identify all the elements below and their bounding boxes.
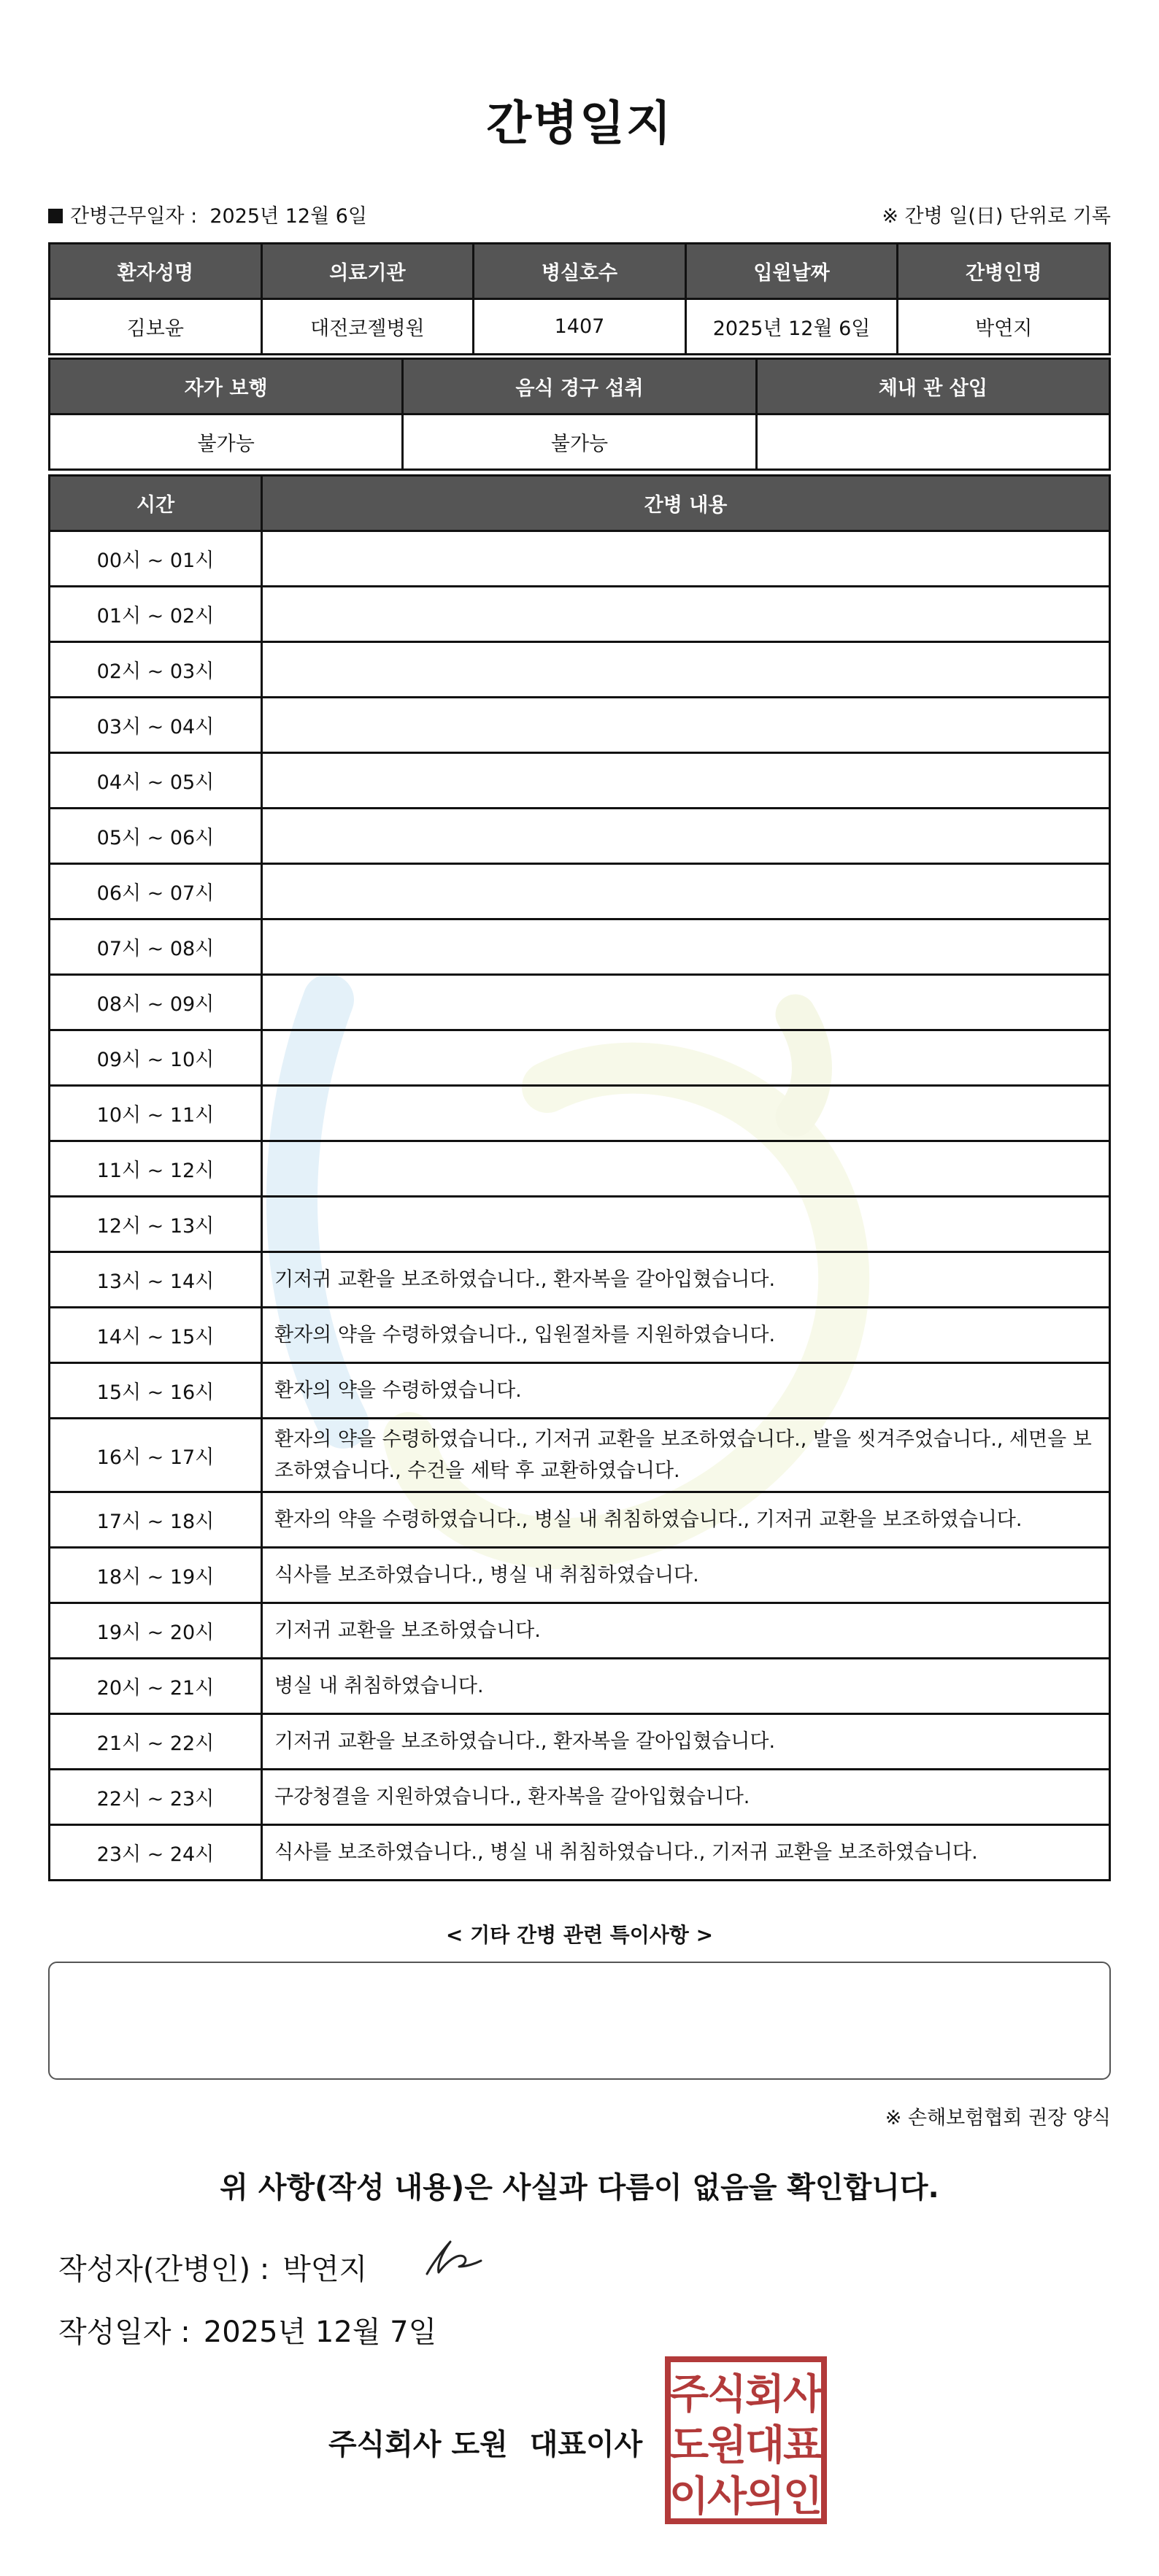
recommended-form-note: ※ 손해보험협회 권장 양식 (885, 2107, 1111, 2129)
log-note (262, 753, 1110, 809)
patient-info-table (48, 242, 1111, 355)
work-date (48, 200, 367, 228)
writer-label: 작성자(간병인) : (58, 2253, 270, 2286)
header-time: 시간 (50, 476, 262, 531)
log-note (262, 531, 1110, 587)
log-note: 환자의 약을 수령하였습니다., 병실 내 취침하였습니다., 기저귀 교환을 보조하였습니다. (262, 1492, 1110, 1548)
log-note: 식사를 보조하였습니다., 병실 내 취침하였습니다., 기저귀 교환을 보조하였습니다. (262, 1825, 1110, 1881)
log-time: 06시 ~ 07시 (50, 864, 262, 919)
header-caregiver: 간병인명 (898, 244, 1110, 299)
log-time: 00시 ~ 01시 (50, 531, 262, 587)
log-time: 14시 ~ 15시 (50, 1308, 262, 1363)
extra-notes-box (48, 1962, 1111, 2080)
log-row (50, 975, 1110, 1030)
log-time: 08시 ~ 09시 (50, 975, 262, 1030)
log-note (262, 1141, 1110, 1197)
seal-char: 원 (706, 2422, 747, 2469)
header-room: 병실호수 (474, 244, 686, 299)
log-time: 05시 ~ 06시 (50, 809, 262, 864)
care-log-table (48, 474, 1111, 1881)
company-seal-stamp (664, 2356, 828, 2525)
log-row (50, 1548, 1110, 1603)
seal-char: 표 (782, 2422, 823, 2469)
log-time: 07시 ~ 08시 (50, 919, 262, 975)
log-row (50, 864, 1110, 919)
writer-name: 박연지 (282, 2253, 368, 2286)
seal-char: 이 (669, 2473, 709, 2521)
log-row (50, 753, 1110, 809)
log-note: 환자의 약을 수령하였습니다. (262, 1363, 1110, 1419)
extra-notes-title: < 기타 간병 관련 특이사항 > (445, 1923, 714, 1947)
log-note (262, 1197, 1110, 1252)
log-row (50, 1308, 1110, 1363)
log-row (50, 1252, 1110, 1308)
seal-char: 인 (782, 2473, 823, 2521)
log-row (50, 1714, 1110, 1770)
log-note (262, 975, 1110, 1030)
work-date-value: 2025년 12월 6일 (209, 205, 368, 228)
log-note (262, 919, 1110, 975)
log-time: 15시 ~ 16시 (50, 1363, 262, 1419)
log-note (262, 587, 1110, 642)
oral-intake-value: 불가능 (403, 414, 756, 470)
square-bullet-icon (48, 209, 63, 223)
header-tube-insertion: 체내 관 삽입 (756, 359, 1109, 414)
seal-char: 도 (669, 2422, 709, 2469)
log-note: 환자의 약을 수령하였습니다., 기저귀 교환을 보조하였습니다., 발을 씻겨주었습니다., 세면을 보조하였습니다., 수건을 세탁 후 교환하였습니다. (262, 1419, 1110, 1492)
seal-char: 주 (669, 2371, 709, 2418)
log-note: 기저귀 교환을 보조하였습니다., 환자복을 갈아입혔습니다. (262, 1252, 1110, 1308)
log-row (50, 531, 1110, 587)
log-row (50, 809, 1110, 864)
log-row (50, 698, 1110, 753)
patient-status-table (48, 358, 1111, 471)
log-time: 16시 ~ 17시 (50, 1419, 262, 1492)
header-self-walking: 자가 보행 (50, 359, 403, 414)
log-row (50, 1770, 1110, 1825)
log-time: 21시 ~ 22시 (50, 1714, 262, 1770)
log-time: 22시 ~ 23시 (50, 1770, 262, 1825)
admission-date: 2025년 12월 6일 (685, 299, 898, 355)
seal-char: 의 (744, 2473, 785, 2521)
header-admission-date: 입원날짜 (685, 244, 898, 299)
log-row (50, 1603, 1110, 1659)
seal-char: 사 (782, 2371, 823, 2418)
seal-char: 사 (706, 2473, 747, 2521)
company-title: 대표이사 (529, 2428, 643, 2461)
log-note (262, 642, 1110, 698)
log-time: 04시 ~ 05시 (50, 753, 262, 809)
signature-icon (405, 2232, 485, 2283)
log-note: 기저귀 교환을 보조하였습니다. (262, 1603, 1110, 1659)
log-note: 식사를 보조하였습니다., 병실 내 취침하였습니다. (262, 1548, 1110, 1603)
header-care-content: 간병 내용 (262, 476, 1110, 531)
log-time: 20시 ~ 21시 (50, 1659, 262, 1714)
log-note (262, 809, 1110, 864)
confirmation-statement: 위 사항(작성 내용)은 사실과 다름이 없음을 확인합니다. (220, 2171, 939, 2205)
log-row (50, 1086, 1110, 1141)
patient-name: 김보윤 (50, 299, 262, 355)
log-time: 18시 ~ 19시 (50, 1548, 262, 1603)
write-date-label: 작성일자 : (58, 2315, 190, 2349)
log-row (50, 1419, 1110, 1492)
self-walking-value: 불가능 (50, 414, 403, 470)
header-patient-name: 환자성명 (50, 244, 262, 299)
log-time: 10시 ~ 11시 (50, 1086, 262, 1141)
log-note: 환자의 약을 수령하였습니다., 입원절차를 지원하였습니다. (262, 1308, 1110, 1363)
log-row (50, 642, 1110, 698)
log-row (50, 587, 1110, 642)
log-row (50, 1659, 1110, 1714)
log-time: 09시 ~ 10시 (50, 1030, 262, 1086)
seal-char: 대 (744, 2422, 785, 2469)
company-line (328, 2421, 642, 2463)
log-time: 11시 ~ 12시 (50, 1141, 262, 1197)
page-title: 간병일지 (486, 97, 673, 151)
write-date-line (58, 2309, 436, 2351)
log-note (262, 1030, 1110, 1086)
log-note (262, 864, 1110, 919)
tube-insertion-value (756, 414, 1109, 470)
header-oral-intake: 음식 경구 섭취 (403, 359, 756, 414)
log-row (50, 1197, 1110, 1252)
work-date-label: 간병근무일자 : (70, 205, 198, 228)
log-note: 기저귀 교환을 보조하였습니다., 환자복을 갈아입혔습니다. (262, 1714, 1110, 1770)
log-time: 12시 ~ 13시 (50, 1197, 262, 1252)
log-row (50, 919, 1110, 975)
log-row (50, 1825, 1110, 1881)
hospital-name: 대전코젤병원 (261, 299, 474, 355)
log-time: 03시 ~ 04시 (50, 698, 262, 753)
caregiver-name: 박연지 (898, 299, 1110, 355)
seal-char: 식 (706, 2371, 747, 2418)
log-note (262, 1086, 1110, 1141)
log-time: 01시 ~ 02시 (50, 587, 262, 642)
log-time: 13시 ~ 14시 (50, 1252, 262, 1308)
log-row (50, 1030, 1110, 1086)
record-note: ※ 간병 일(日) 단위로 기록 (882, 205, 1111, 228)
seal-char: 회 (744, 2371, 785, 2418)
log-time: 23시 ~ 24시 (50, 1825, 262, 1881)
header-hospital: 의료기관 (261, 244, 474, 299)
write-date-value: 2025년 12월 7일 (203, 2315, 437, 2349)
room-number: 1407 (474, 299, 686, 355)
log-note: 구강청결을 지원하였습니다., 환자복을 갈아입혔습니다. (262, 1770, 1110, 1825)
log-row (50, 1363, 1110, 1419)
log-note: 병실 내 취침하였습니다. (262, 1659, 1110, 1714)
company-name: 주식회사 도원 (328, 2428, 508, 2461)
log-time: 19시 ~ 20시 (50, 1603, 262, 1659)
log-time: 02시 ~ 03시 (50, 642, 262, 698)
log-row (50, 1492, 1110, 1548)
writer-line (58, 2246, 367, 2288)
log-note (262, 698, 1110, 753)
log-row (50, 1141, 1110, 1197)
meta-row (48, 200, 1111, 229)
log-time: 17시 ~ 18시 (50, 1492, 262, 1548)
